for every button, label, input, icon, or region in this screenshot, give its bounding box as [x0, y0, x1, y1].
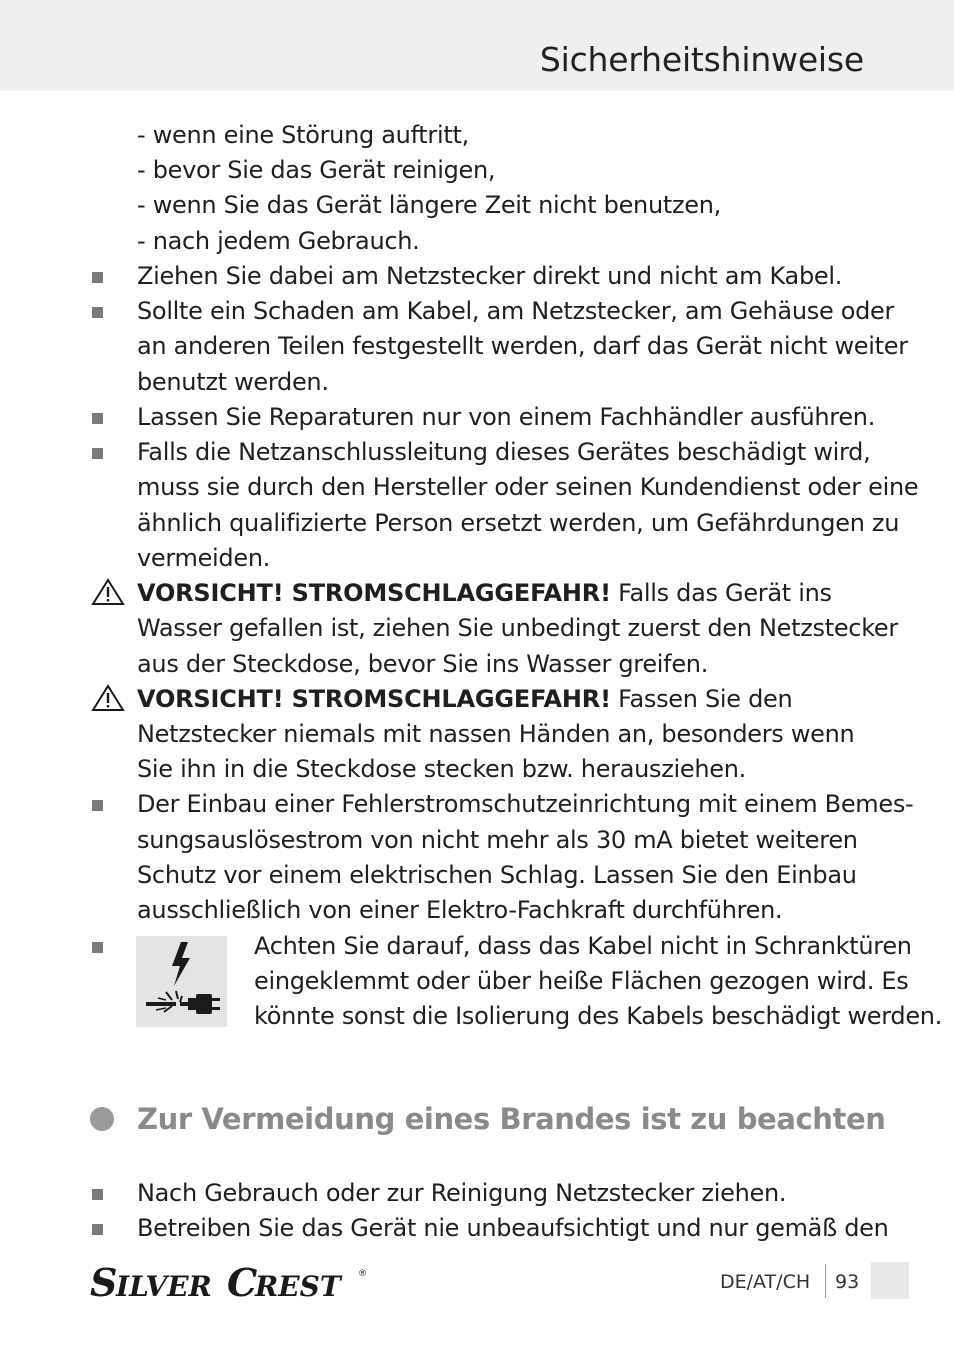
warning-text: Falls das Gerät ins: [618, 579, 832, 607]
text-line: Falls die Netzanschlussleitung dieses Gerätes beschädigt wird,: [137, 438, 871, 466]
text-line: eingeklemmt oder über heiße Flächen gezogen wird. Es: [254, 967, 909, 995]
text-line: Der Einbau einer Fehlerstromschutzeinrichtung mit einem Bemes-: [137, 790, 914, 818]
text-line: vermeiden.: [137, 544, 271, 572]
text-line: - wenn Sie das Gerät längere Zeit nicht benutzen,: [137, 191, 721, 219]
text-line: benutzt werden.: [137, 368, 329, 396]
section-title: Zur Vermeidung eines Brandes ist zu beachten: [137, 1102, 886, 1136]
footer-tab: [871, 1262, 909, 1299]
page-header: [0, 0, 954, 91]
text-line: Nach Gebrauch oder zur Reinigung Netzstecker ziehen.: [137, 1179, 787, 1207]
text-line: ausschließlich von einer Elektro-Fachkraft durchführen.: [137, 896, 783, 924]
text-line: Ziehen Sie dabei am Netzstecker direkt und nicht am Kabel.: [137, 262, 843, 290]
text-line: Sollte ein Schaden am Kabel, am Netzstecker, am Gehäuse oder: [137, 297, 895, 325]
text-line: Sie ihn in die Steckdose stecken bzw. herausziehen.: [137, 755, 746, 783]
bullet-square-icon: [92, 1189, 103, 1200]
section-dot-icon: [90, 1107, 114, 1131]
text-line: sungsauslösestrom von nicht mehr als 30 mA bietet weiteren: [137, 826, 858, 854]
text-line: aus der Steckdose, bevor Sie ins Wasser greifen.: [137, 650, 709, 678]
text-line: - nach jedem Gebrauch.: [137, 227, 420, 255]
page-number: 93: [835, 1271, 860, 1293]
warning-line: [137, 576, 832, 611]
svg-text:C: C: [227, 1262, 258, 1302]
bullet-square-icon: [92, 1224, 103, 1235]
bullet-square-icon: [92, 448, 103, 459]
page-title: Sicherheitshinweise: [539, 40, 864, 79]
svg-text:S: S: [90, 1262, 118, 1302]
text-line: - bevor Sie das Gerät reinigen,: [137, 156, 496, 184]
silvercrest-logo: [90, 1262, 370, 1302]
footer-separator: [825, 1264, 826, 1298]
text-line: könnte sonst die Isolierung des Kabels beschädigt werden.: [254, 1002, 943, 1030]
warning-triangle-icon: [91, 684, 125, 712]
text-line: - wenn eine Störung auftritt,: [137, 121, 469, 149]
cable-shock-icon: [136, 936, 227, 1027]
warning-label: VORSICHT! STROMSCHLAGGEFAHR!: [137, 685, 611, 713]
svg-text:REST: REST: [255, 1270, 341, 1302]
warning-triangle-icon: [91, 578, 125, 606]
bullet-square-icon: [92, 800, 103, 811]
footer-language: DE/AT/CH: [720, 1271, 811, 1293]
text-line: Lassen Sie Reparaturen nur von einem Fachhändler ausführen.: [137, 403, 876, 431]
text-line: ähnlich qualifizierte Person ersetzt werden, um Gefährdungen zu: [137, 509, 900, 537]
bullet-square-icon: [92, 413, 103, 424]
bullet-square-icon: [92, 272, 103, 283]
bullet-square-icon: [92, 942, 103, 953]
text-line: Achten Sie darauf, dass das Kabel nicht in Schranktüren: [254, 932, 912, 960]
warning-label: VORSICHT! STROMSCHLAGGEFAHR!: [137, 579, 611, 607]
text-line: Netzstecker niemals mit nassen Händen an, besonders wenn: [137, 720, 855, 748]
text-line: Schutz vor einem elektrischen Schlag. Lassen Sie den Einbau: [137, 861, 857, 889]
text-line: muss sie durch den Hersteller oder seinen Kundendienst oder eine: [137, 473, 919, 501]
text-line: an anderen Teilen festgestellt werden, darf das Gerät nicht weiter: [137, 332, 908, 360]
bullet-square-icon: [92, 307, 103, 318]
warning-line: [137, 682, 792, 717]
svg-text:®: ®: [358, 1269, 367, 1279]
text-line: Wasser gefallen ist, ziehen Sie unbedingt zuerst den Netzstecker: [137, 614, 898, 642]
text-line: Betreiben Sie das Gerät nie unbeaufsichtigt und nur gemäß den: [137, 1214, 889, 1242]
svg-text:ILVER: ILVER: [116, 1270, 212, 1302]
warning-text: Fassen Sie den: [618, 685, 793, 713]
